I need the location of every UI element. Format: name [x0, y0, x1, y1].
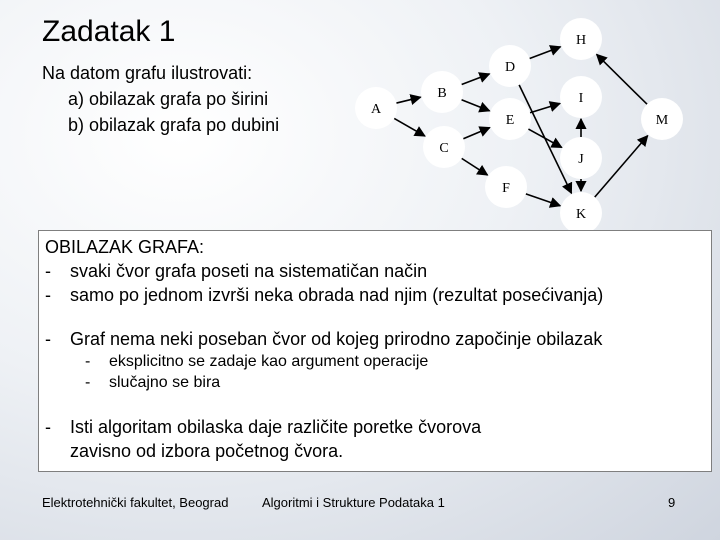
node-label: A: [370, 102, 382, 117]
footer-institution: Elektrotehnički fakultet, Beograd: [42, 495, 229, 510]
intro-line: Na datom grafu ilustrovati:: [42, 63, 253, 83]
traversal-box: [38, 230, 712, 472]
node-J: [560, 137, 602, 179]
edge-C-E: [463, 128, 489, 139]
footer-course: Algoritmi i Strukture Podataka 1: [262, 495, 445, 510]
edge-M-H: [597, 54, 647, 104]
node-M: [641, 98, 683, 140]
node-label: K: [575, 207, 587, 222]
edge-K-M: [595, 136, 648, 197]
node-B: [421, 71, 463, 113]
bullet-3: - Graf nema neki poseban čvor od kojeg prirodno započinje obilazak: [45, 329, 603, 349]
subbullet-2: - slučajno se bira: [85, 374, 221, 391]
task-b: b) obilazak grafa po dubini: [68, 115, 280, 135]
edge-A-C: [394, 118, 425, 136]
node-F: [485, 166, 527, 208]
node-A: [355, 87, 397, 129]
edge-E-I: [530, 104, 560, 113]
node-C: [423, 126, 465, 168]
edge-F-K: [526, 194, 560, 206]
node-label: F: [502, 181, 510, 196]
node-label: M: [655, 113, 669, 128]
node-D: [489, 45, 531, 87]
bullet-1: - svaki čvor grafa poseti na sistematičan način: [45, 261, 428, 281]
node-label: C: [439, 141, 449, 156]
node-H: [560, 18, 602, 60]
node-label: H: [575, 33, 587, 48]
edge-D-H: [530, 47, 561, 59]
bullet-4-continuation: zavisno od izbora početnog čvora.: [70, 441, 344, 461]
task-intro: [42, 60, 279, 138]
box-heading: OBILAZAK GRAFA:: [45, 237, 205, 257]
node-I: [560, 76, 602, 118]
node-label: I: [578, 91, 584, 106]
node-label: D: [504, 60, 516, 75]
edge-A-B: [396, 97, 420, 103]
node-label: J: [578, 152, 584, 167]
graph-diagram: [352, 16, 692, 236]
edge-C-F: [462, 158, 488, 175]
edge-B-E: [462, 100, 490, 111]
node-label: E: [505, 113, 515, 128]
edge-B-D: [462, 74, 490, 85]
node-K: [560, 192, 602, 234]
task-a: a) obilazak grafa po širini: [68, 89, 269, 109]
node-label: B: [437, 86, 447, 101]
bullet-4: - Isti algoritam obilaska daje različite poretke čvorova: [45, 417, 482, 437]
node-E: [489, 98, 531, 140]
slide-title: Zadatak 1: [42, 15, 176, 48]
page-number: 9: [668, 495, 676, 510]
subbullet-1: - eksplicitno se zadaje kao argument operacije: [85, 353, 429, 370]
bullet-2: - samo po jednom izvrši neka obrada nad njim (rezultat posećivanja): [45, 285, 604, 305]
